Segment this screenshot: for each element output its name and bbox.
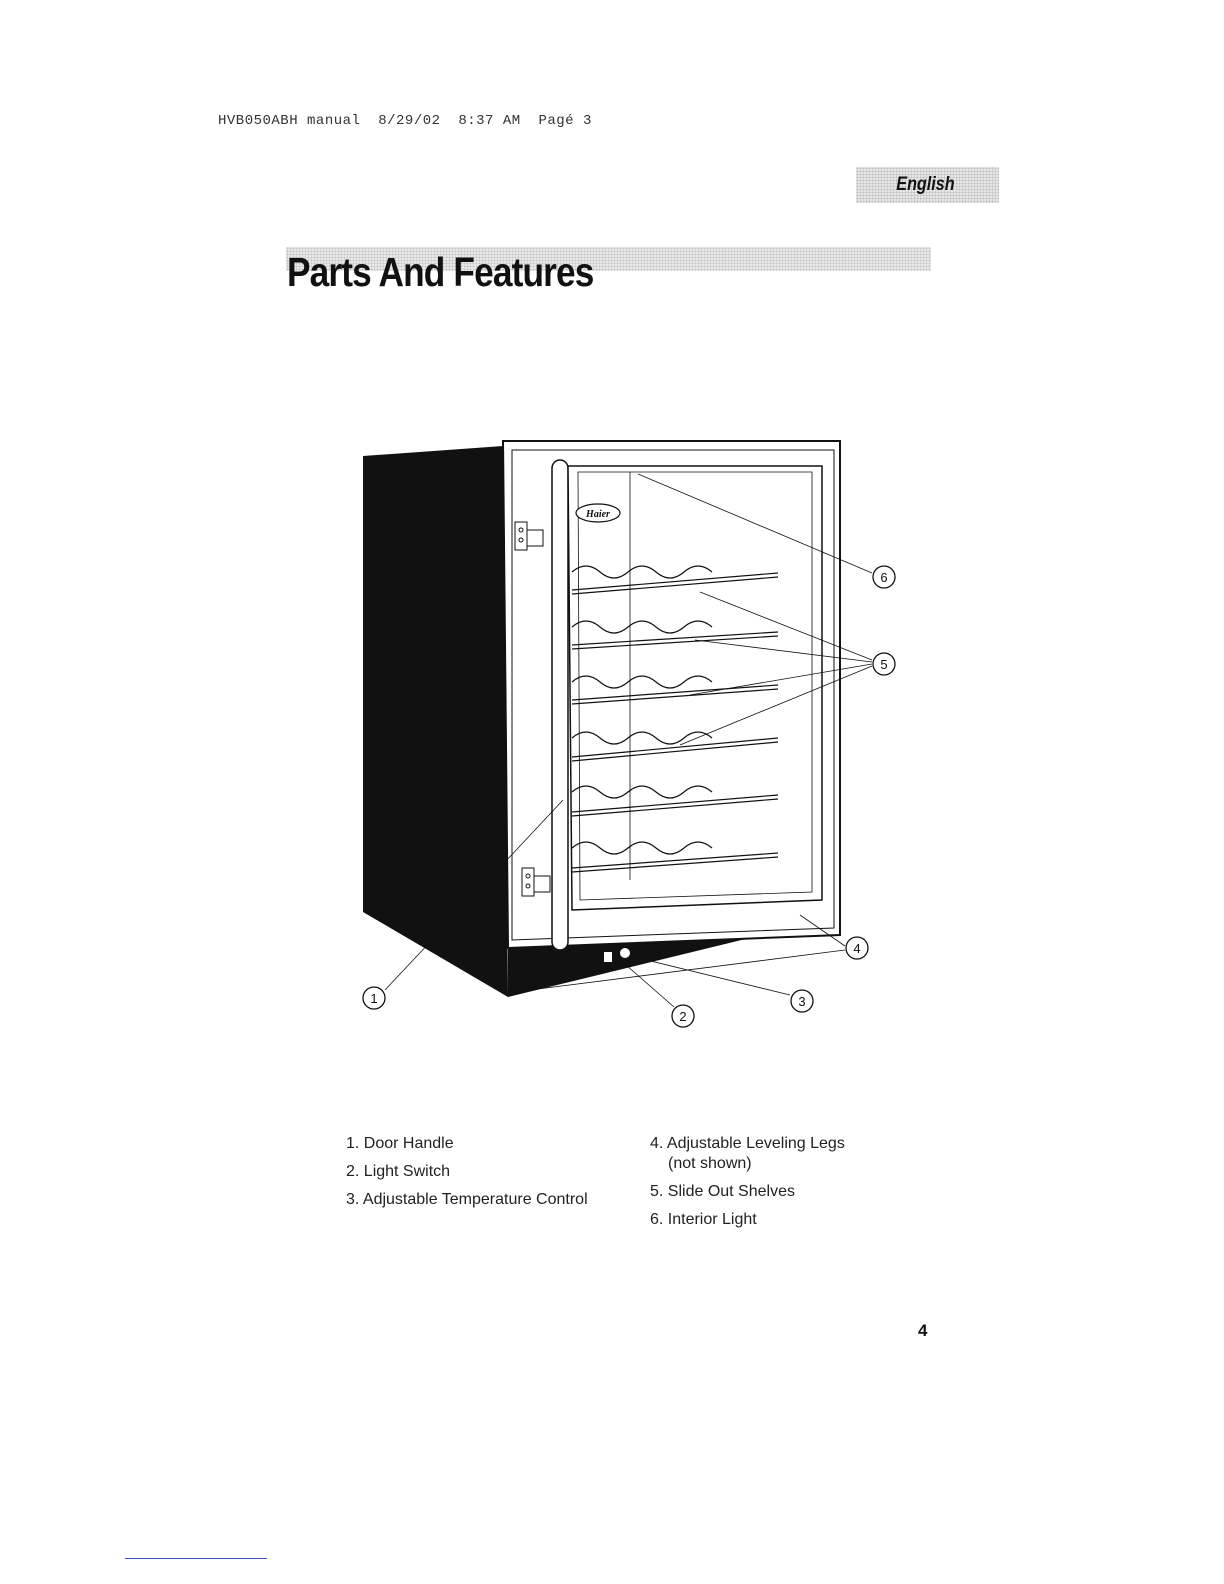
temperature-control-knob bbox=[620, 948, 630, 958]
callout-1-number: 1 bbox=[370, 991, 378, 1006]
callout-1 bbox=[363, 987, 385, 1009]
language-tab-label: English bbox=[896, 174, 955, 195]
footer-rule bbox=[125, 1558, 267, 1559]
callout-4 bbox=[846, 937, 868, 959]
cabinet-side-panel bbox=[363, 446, 508, 997]
parts-list-item: 6. Interior Light bbox=[650, 1211, 757, 1228]
glass-window bbox=[568, 466, 822, 910]
callout-2 bbox=[672, 1005, 694, 1027]
callout-3-number: 3 bbox=[798, 994, 806, 1009]
parts-list-item-note: (not shown) bbox=[668, 1155, 752, 1172]
callout-3 bbox=[791, 990, 813, 1012]
parts-list-item: 5. Slide Out Shelves bbox=[650, 1183, 795, 1200]
parts-list-column-2 bbox=[650, 1134, 845, 1238]
callout-6 bbox=[873, 566, 895, 588]
callout-5-number: 5 bbox=[880, 657, 888, 672]
parts-list-item bbox=[650, 1134, 845, 1174]
light-switch-knob bbox=[604, 952, 612, 962]
callout-4-number: 4 bbox=[853, 941, 861, 956]
door-handle bbox=[552, 460, 568, 950]
callout-2-number: 2 bbox=[679, 1009, 687, 1024]
parts-list-item: 1. Door Handle bbox=[346, 1135, 454, 1152]
callout-5 bbox=[873, 653, 895, 675]
language-tab bbox=[856, 167, 999, 203]
parts-list-column-1 bbox=[346, 1134, 588, 1218]
page-title: Parts And Features bbox=[287, 249, 594, 295]
parts-list-item-label: 4. Adjustable Leveling Legs bbox=[650, 1135, 845, 1152]
callout-6-number: 6 bbox=[880, 570, 888, 585]
page-number: 4 bbox=[918, 1321, 928, 1340]
print-header: HVB050ABH manual 8/29/02 8:37 AM Pagé 3 bbox=[218, 113, 592, 129]
parts-list-item: 3. Adjustable Temperature Control bbox=[346, 1191, 588, 1208]
parts-list-item: 2. Light Switch bbox=[346, 1163, 451, 1180]
brand-logo: Haier bbox=[586, 509, 610, 520]
wine-cooler-diagram bbox=[340, 430, 920, 1040]
